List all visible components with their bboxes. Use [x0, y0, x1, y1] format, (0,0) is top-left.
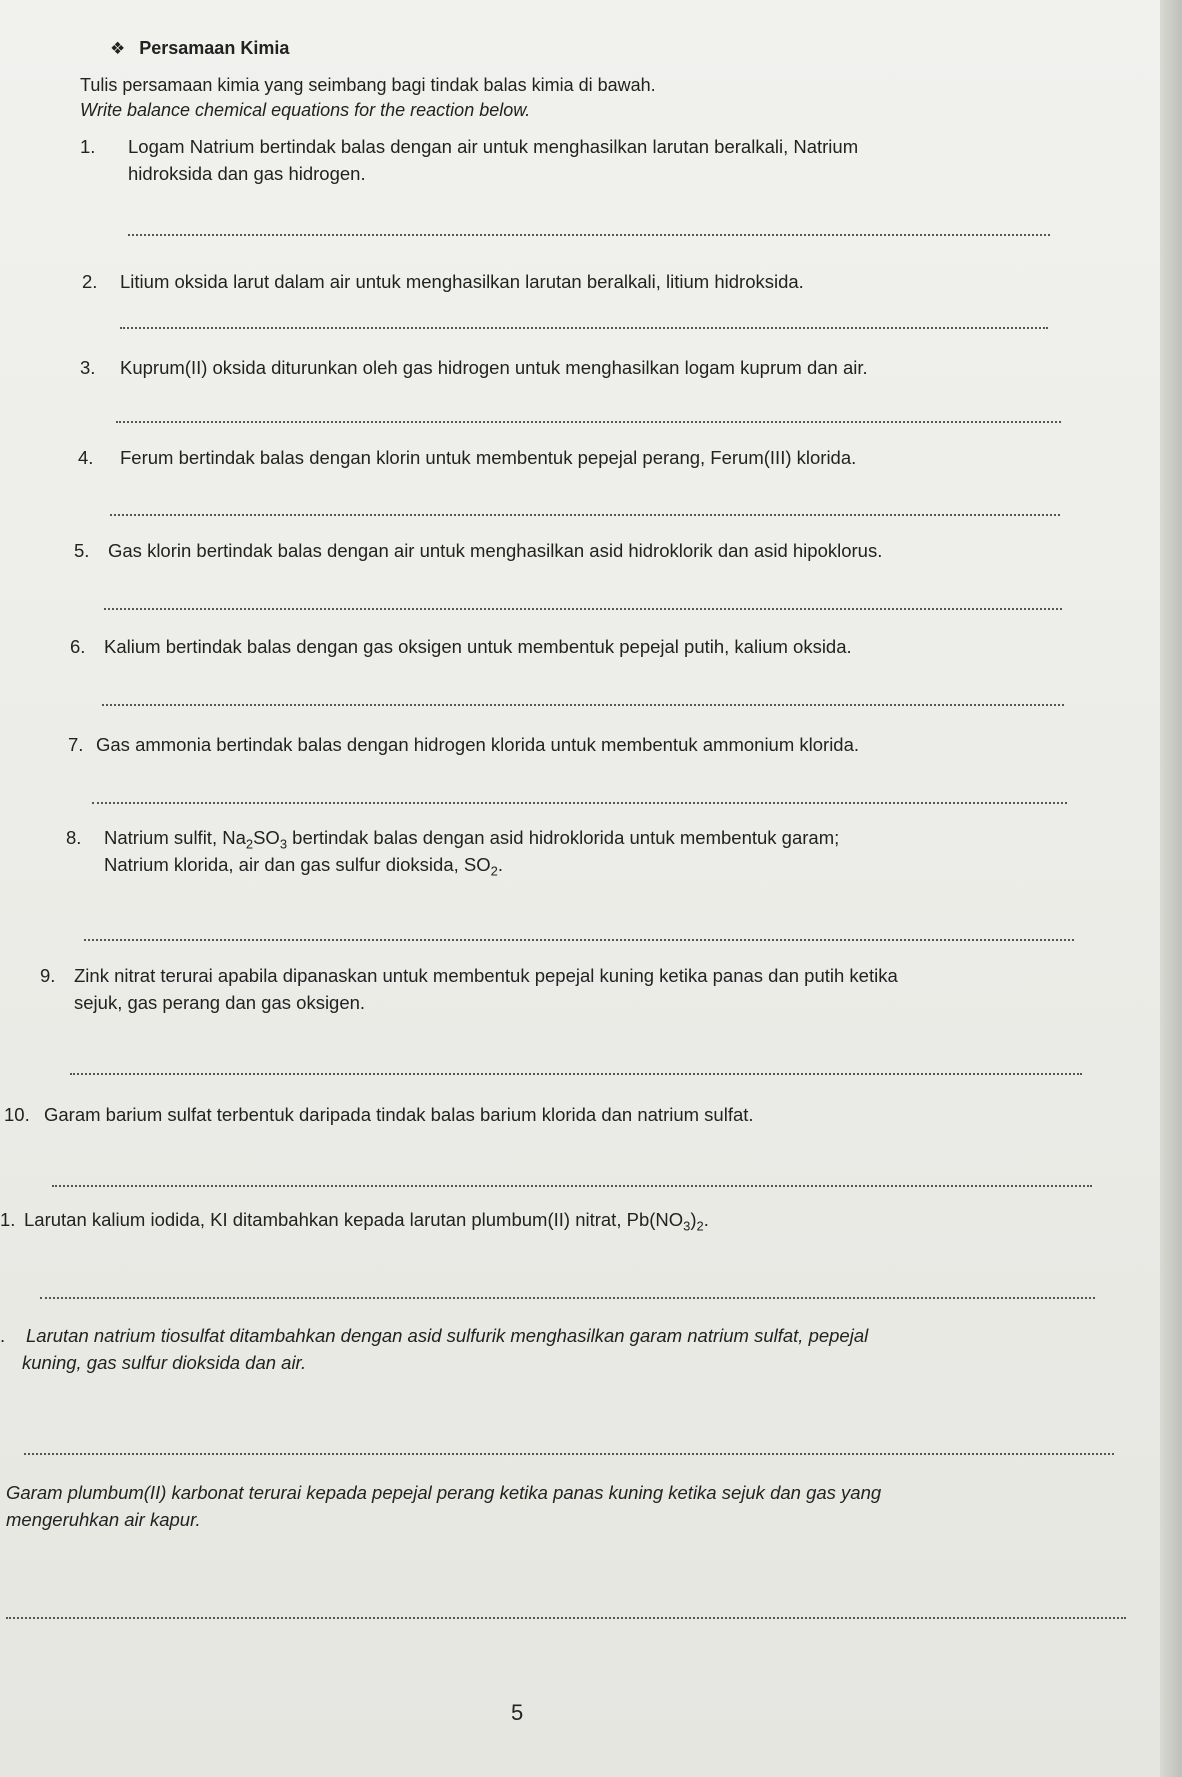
question-5: 5. Gas klorin bertindak balas dengan air untuk menghasilkan asid hidroklorik dan asid hipoklorus.: [74, 540, 883, 561]
question-7: 7. Gas ammonia bertindak balas dengan hidrogen klorida untuk membentuk ammonium klorida.: [68, 734, 860, 755]
instruction-english: Write balance chemical equations for the reaction below.: [80, 100, 531, 120]
question-10: 10. Garam barium sulfat terbentuk daripada tindak balas barium klorida dan natrium sulfat.: [4, 1104, 754, 1125]
answer-line-4[interactable]: [110, 514, 1060, 516]
question-3: 3. Kuprum(II) oksida diturunkan oleh gas hidrogen untuk menghasilkan logam kuprum dan air.: [80, 357, 868, 378]
question-2: 2. Litium oksida larut dalam air untuk menghasilkan larutan beralkali, litium hidroksida.: [82, 271, 804, 292]
question-6: 6. Kalium bertindak balas dengan gas oksigen untuk membentuk pepejal putih, kalium oksida.: [70, 636, 852, 657]
answer-line-5[interactable]: [104, 608, 1062, 610]
answer-line-11[interactable]: [40, 1297, 1095, 1299]
answer-line-2[interactable]: [120, 327, 1048, 329]
question-13: Garam plumbum(II) karbonat terurai kepada pepejal perang ketika panas kuning ketika sejuk dan gas yang mengeruhkan air kapur.: [6, 1482, 882, 1530]
answer-line-7[interactable]: [92, 802, 1067, 804]
page-number: 5: [511, 1700, 524, 1725]
answer-line-12[interactable]: [24, 1453, 1114, 1455]
section-title: Persamaan Kimia: [139, 38, 290, 58]
answer-line-8[interactable]: [84, 939, 1074, 941]
question-12: . Larutan natrium tiosulfat ditambahkan dengan asid sulfurik menghasilkan garam natrium sulfat, pepejal kuning, gas sulfur dioksida dan air.: [0, 1325, 869, 1373]
instruction-malay: Tulis persamaan kimia yang seimbang bagi tindak balas kimia di bawah.: [80, 75, 656, 95]
answer-line-3[interactable]: [116, 421, 1061, 423]
answer-line-9[interactable]: [70, 1073, 1082, 1075]
section-header: [110, 38, 289, 59]
question-11: 1. Larutan kalium iodida, KI ditambahkan kepada larutan plumbum(II) nitrat, $Pb(NO_3)_2$.: [0, 1209, 709, 1234]
question-8: 8. Natrium sulfit, $Na_2SO_3$ bertindak balas dengan asid hidroklorida untuk membentuk garam; Natrium klorida, air dan gas sulfur dioksida, $SO_2$.: [66, 827, 840, 879]
answer-line-1[interactable]: [128, 234, 1050, 236]
diamond-bullet-icon: ❖: [110, 39, 126, 58]
question-9: 9. Zink nitrat terurai apabila dipanaskan untuk membentuk pepejal kuning ketika panas dan putih ketika sejuk, gas perang dan gas oksigen.: [40, 965, 898, 1013]
answer-line-6[interactable]: [102, 704, 1064, 706]
answer-line-13[interactable]: [6, 1617, 1126, 1619]
answer-line-10[interactable]: [52, 1185, 1092, 1187]
question-4: 4. Ferum bertindak balas dengan klorin untuk membentuk pepejal perang, Ferum(III) klorida.: [78, 447, 857, 468]
page-edge-shadow: [1160, 0, 1182, 1777]
question-1: 1. Logam Natrium bertindak balas dengan air untuk menghasilkan larutan beralkali, Natrium hidroksida dan gas hidrogen.: [80, 136, 859, 184]
